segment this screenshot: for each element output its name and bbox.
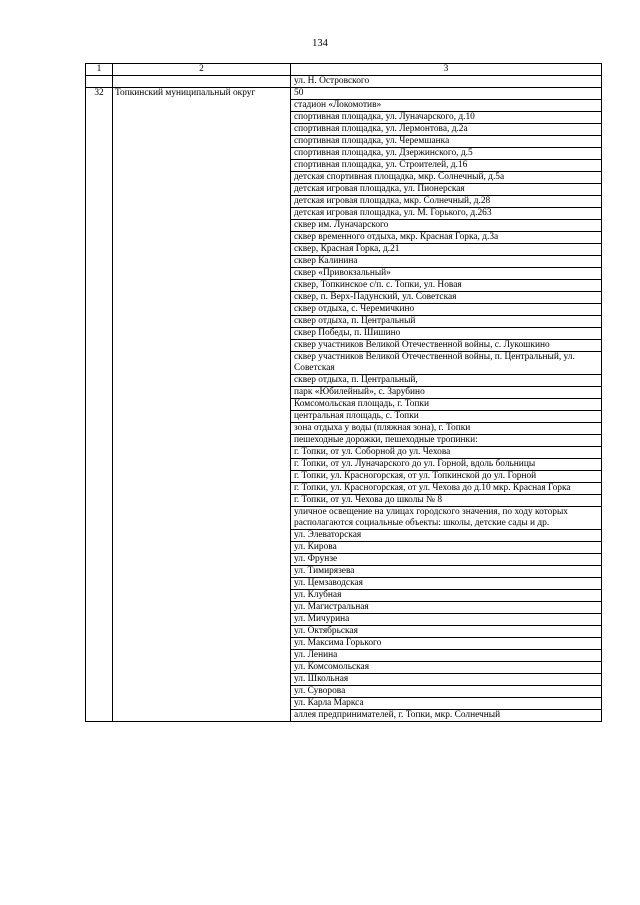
object-cell: стадион «Локомотив» (291, 100, 602, 112)
object-cell: ул. Кирова (291, 542, 602, 554)
object-cell: ул. Карла Маркса (291, 698, 602, 710)
object-cell: г. Топки, от ул. Соборной до ул. Чехова (291, 447, 602, 459)
object-cell: 50 (291, 88, 602, 100)
object-cell: Комсомольская площадь, г. Топки (291, 399, 602, 411)
object-cell: г. Топки, от ул. Луначарского до ул. Горной, вдоль больницы (291, 459, 602, 471)
object-cell: спортивная площадка, ул. Дзержинского, д.5 (291, 148, 602, 160)
object-cell: пешеходные дорожки, пешеходные тропинки: (291, 435, 602, 447)
row-number: 32 (86, 88, 113, 722)
column-header-3: 3 (291, 64, 602, 76)
object-cell: сквер участников Великой Отечественной войны, п. Центральный, ул. Советская (291, 352, 602, 375)
object-cell: ул. Суворова (291, 686, 602, 698)
continuation-row (86, 76, 602, 88)
object-cell: сквер, п. Верх-Падунский, ул. Советская (291, 292, 602, 304)
object-cell: ул. Максима Горького (291, 638, 602, 650)
continuation-cell: ул. Н. Островского (291, 76, 602, 88)
page-number: 134 (312, 38, 328, 49)
object-cell: ул. Магистральная (291, 602, 602, 614)
object-cell: сквер участников Великой Отечественной войны, с. Лукошкино (291, 340, 602, 352)
object-cell: сквер отдыха, с. Черемичкино (291, 304, 602, 316)
object-cell: спортивная площадка, ул. Черемшанка (291, 136, 602, 148)
object-cell: ул. Цемзаводская (291, 578, 602, 590)
table-row (86, 88, 602, 100)
object-cell: уличное освещение на улицах городского значения, по ходу которых располагаются социальные объекты: школы, детские сады и др. (291, 507, 602, 530)
object-cell: г. Топки, от ул. Чехова до школы № 8 (291, 495, 602, 507)
object-cell: ул. Мичурина (291, 614, 602, 626)
object-cell: сквер отдыха, п. Центральный (291, 316, 602, 328)
object-cell: спортивная площадка, ул. Лермонтова, д.2а (291, 124, 602, 136)
object-cell: ул. Комсомольская (291, 662, 602, 674)
object-cell: ул. Октябрьская (291, 626, 602, 638)
object-cell: детская игровая площадка, ул. М. Горького, д.263 (291, 208, 602, 220)
object-cell: сквер «Привокзальный» (291, 268, 602, 280)
object-cell: сквер Победы, п. Шишино (291, 328, 602, 340)
object-cell: сквер Калинина (291, 256, 602, 268)
object-cell: ул. Фрунзе (291, 554, 602, 566)
object-cell: сквер временного отдыха, мкр. Красная Горка, д.3а (291, 232, 602, 244)
object-cell: детская спортивная площадка, мкр. Солнечный, д.5а (291, 172, 602, 184)
object-cell: г. Топки, ул. Красногорская, от ул. Топкинской до ул. Горной (291, 471, 602, 483)
object-cell: детская игровая площадка, мкр. Солнечный, д.28 (291, 196, 602, 208)
object-cell: ул. Школьная (291, 674, 602, 686)
municipality-name: Топкинский муниципальный округ (113, 88, 291, 722)
object-cell: сквер им. Луначарского (291, 220, 602, 232)
object-cell: детская игровая площадка, ул. Пионерская (291, 184, 602, 196)
object-cell: парк «Юбилейный», с. Зарубино (291, 387, 602, 399)
object-cell: ул. Тимирязева (291, 566, 602, 578)
document-table (85, 63, 602, 722)
table-header-row (86, 64, 602, 76)
empty-cell (113, 76, 291, 88)
object-cell: аллея предпринимателей, г. Топки, мкр. Солнечный (291, 710, 602, 722)
object-cell: ул. Ленина (291, 650, 602, 662)
object-cell: сквер отдыха, п. Центральный, (291, 375, 602, 387)
object-cell: спортивная площадка, ул. Строителей, д.16 (291, 160, 602, 172)
column-header-2: 2 (113, 64, 291, 76)
object-cell: ул. Элеваторская (291, 530, 602, 542)
object-cell: зона отдыха у воды (пляжная зона), г. Топки (291, 423, 602, 435)
object-cell: г. Топки, ул. Красногорская, от ул. Чехова до д.10 мкр. Красная Горка (291, 483, 602, 495)
object-cell: сквер, Топкинское с/п. с. Топки, ул. Новая (291, 280, 602, 292)
object-cell: сквер, Красная Горка, д.21 (291, 244, 602, 256)
empty-cell (86, 76, 113, 88)
object-cell: спортивная площадка, ул. Луначарского, д.10 (291, 112, 602, 124)
object-cell: ул. Клубная (291, 590, 602, 602)
object-cell: центральная площадь, с. Топки (291, 411, 602, 423)
column-header-1: 1 (86, 64, 113, 76)
